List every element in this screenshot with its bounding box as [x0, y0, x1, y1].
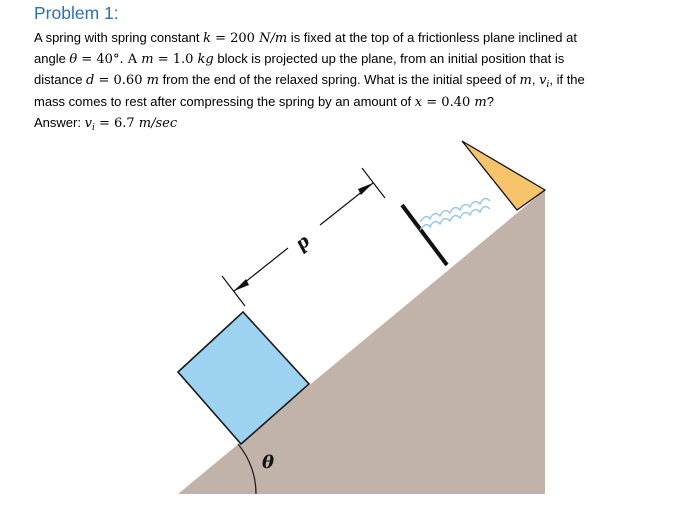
text-fragment: A spring with spring constant: [34, 30, 204, 45]
distance-unit: m: [146, 73, 159, 89]
compression-value: = 0.40: [422, 94, 475, 110]
spring: [420, 199, 490, 230]
compression-unit: m: [474, 94, 487, 110]
dimension-tick-right: [362, 168, 385, 198]
text-fragment: ,: [531, 72, 540, 88]
text-fragment: block is projected up the plane, from an initial position that is: [213, 51, 565, 67]
spring-mount-wedge: [462, 141, 545, 210]
dimension-tick-left: [222, 276, 245, 306]
mass-value: = 1.0: [153, 52, 198, 68]
text-fragment: angle: [34, 51, 70, 67]
arrowhead-right: [358, 183, 373, 195]
answer-label: Answer:: [34, 114, 85, 130]
angle-value: = 40°. A: [77, 52, 142, 68]
text-fragment: distance: [34, 72, 87, 88]
compression-variable: x: [414, 94, 423, 110]
text-fragment: , if the: [549, 72, 585, 88]
answer-unit: m/sec: [138, 115, 178, 131]
text-fragment: mass comes to rest after compressing the spring by an amount of: [34, 93, 415, 109]
problem-heading: Problem 1:: [34, 3, 119, 23]
mass-variable: m: [141, 52, 154, 68]
mass-unit: kg: [197, 52, 214, 68]
answer-value: = 6.7: [94, 115, 139, 131]
spring-constant-unit: N/m: [259, 31, 288, 46]
answer-velocity-variable: v: [84, 115, 92, 131]
spring-constant-variable: k: [203, 31, 211, 46]
theta-label: θ: [262, 452, 275, 473]
velocity-variable: v: [539, 73, 547, 89]
text-fragment: ?: [486, 93, 494, 109]
distance-label: d: [291, 232, 315, 257]
text-fragment: is fixed at the top of a frictionless plane inclined at: [287, 30, 577, 45]
text-fragment: from the end of the relaxed spring. What is the initial speed of: [158, 72, 520, 88]
arrowhead-left: [234, 279, 249, 291]
angle-variable: θ: [69, 52, 78, 68]
velocity-subscript: i: [546, 80, 550, 91]
answer-velocity-subscript: i: [91, 122, 95, 133]
distance-variable: d: [86, 73, 95, 89]
spring-constant-value: = 200: [210, 31, 260, 46]
distance-value: = 0.60: [94, 73, 147, 89]
mass-variable: m: [519, 73, 532, 89]
